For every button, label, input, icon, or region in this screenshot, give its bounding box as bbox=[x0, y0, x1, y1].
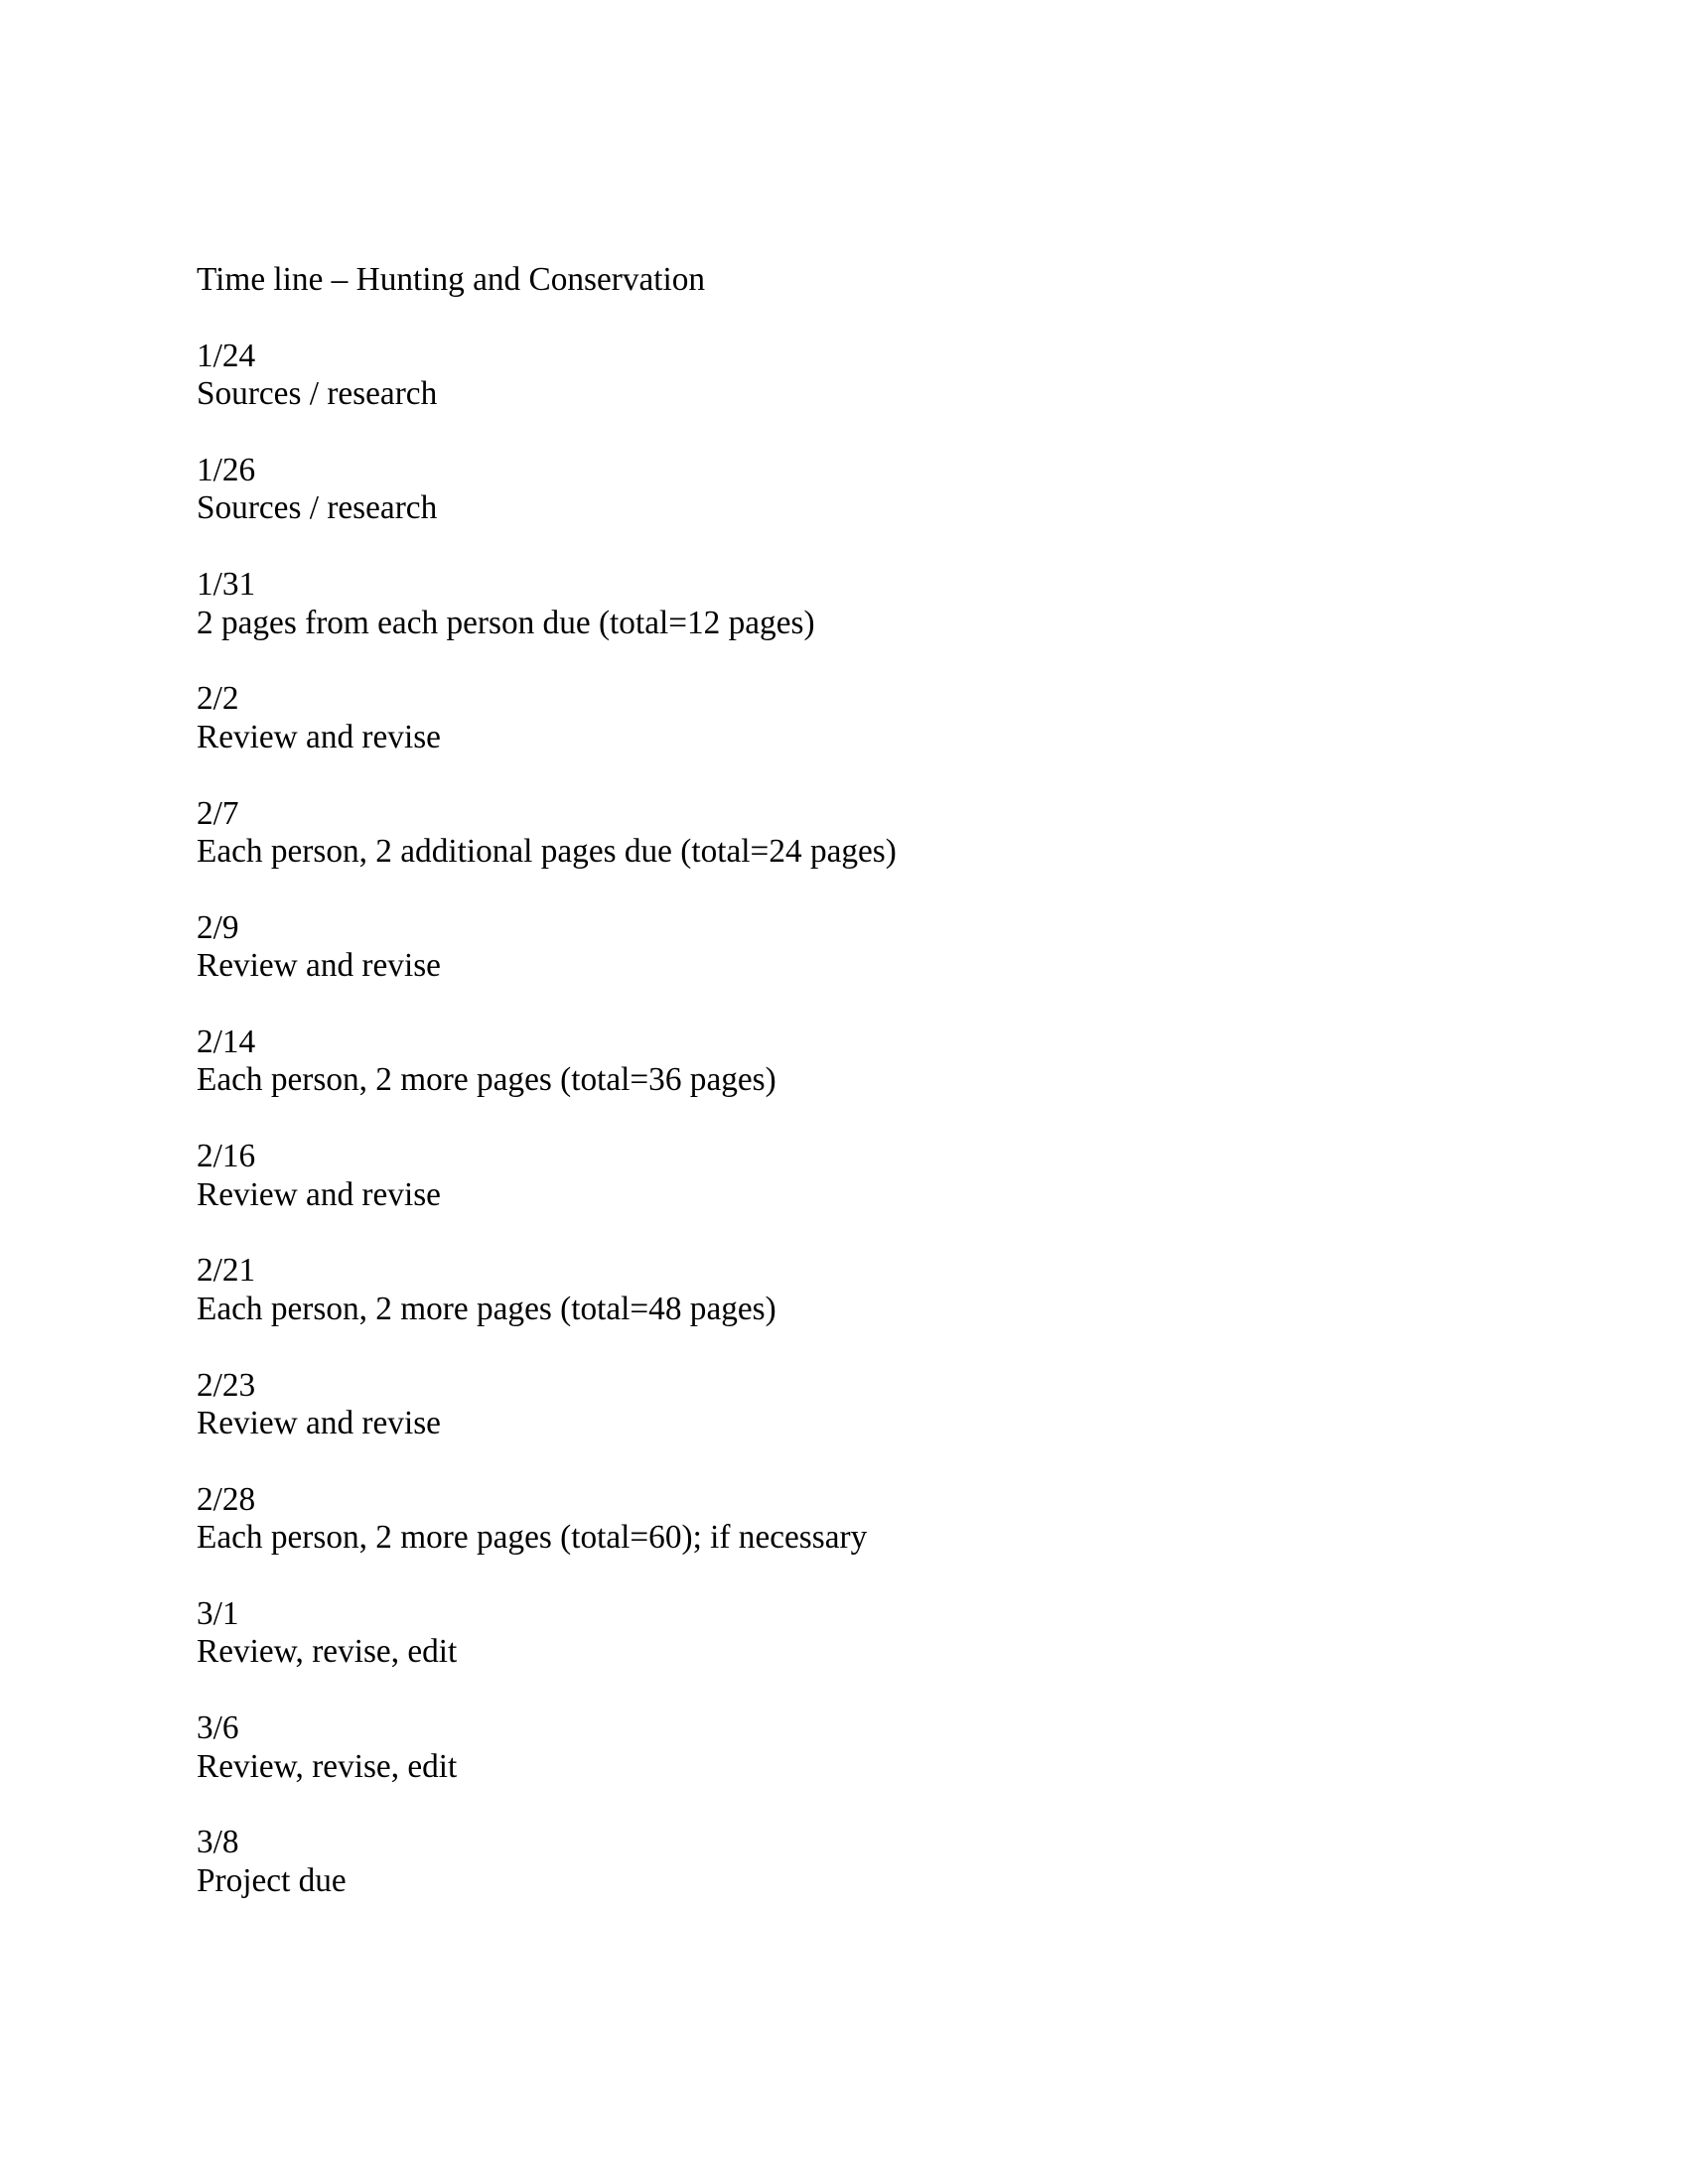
entry-task: Each person, 2 more pages (total=48 pages) bbox=[197, 1290, 776, 1327]
timeline-entry bbox=[197, 1252, 1569, 1328]
entry-task: Each person, 2 more pages (total=60); if necessary bbox=[197, 1519, 868, 1557]
timeline-entry bbox=[197, 909, 1569, 986]
entry-task: Each person, 2 more pages (total=36 pages) bbox=[197, 1061, 776, 1099]
entry-task: Review and revise bbox=[197, 1405, 441, 1442]
timeline-entry bbox=[197, 566, 1569, 642]
entry-date: 2/2 bbox=[197, 680, 239, 718]
entry-date: 2/14 bbox=[197, 1024, 256, 1061]
entry-task: Each person, 2 additional pages due (total=24 pages) bbox=[197, 833, 897, 871]
entry-date: 2/7 bbox=[197, 794, 239, 832]
timeline-entry bbox=[197, 1824, 1569, 1900]
timeline-entry bbox=[197, 338, 1569, 414]
timeline-entry bbox=[197, 1024, 1569, 1100]
timeline-entry bbox=[197, 1367, 1569, 1443]
entry-date: 2/21 bbox=[197, 1252, 256, 1290]
timeline-entry bbox=[197, 452, 1569, 528]
entry-date: 2/16 bbox=[197, 1138, 256, 1175]
entry-date: 3/6 bbox=[197, 1709, 239, 1747]
entry-date: 2/23 bbox=[197, 1366, 256, 1404]
entry-date: 2/28 bbox=[197, 1480, 256, 1518]
timeline-entry bbox=[197, 1481, 1569, 1558]
timeline-entry bbox=[197, 1138, 1569, 1214]
entry-date: 1/31 bbox=[197, 566, 256, 604]
entry-task: Review, revise, edit bbox=[197, 1747, 458, 1785]
entry-date: 1/26 bbox=[197, 452, 256, 488]
timeline-entry bbox=[197, 795, 1569, 872]
timeline-entry bbox=[197, 1595, 1569, 1672]
entry-task: Review and revise bbox=[197, 718, 441, 755]
entry-date: 2/9 bbox=[197, 908, 239, 946]
entry-task: 2 pages from each person due (total=12 pages) bbox=[197, 604, 815, 641]
entry-date: 3/1 bbox=[197, 1595, 239, 1633]
entry-task: Review, revise, edit bbox=[197, 1633, 458, 1671]
entry-task: Sources / research bbox=[197, 375, 438, 413]
entry-task: Review and revise bbox=[197, 1175, 441, 1213]
entry-task: Sources / research bbox=[197, 489, 438, 527]
timeline-entries bbox=[197, 338, 1569, 1900]
timeline-entry bbox=[197, 1709, 1569, 1786]
entry-task: Review and revise bbox=[197, 947, 441, 985]
entry-date: 3/8 bbox=[197, 1824, 239, 1861]
document-title: Time line – Hunting and Conservation bbox=[197, 261, 706, 298]
entry-task: Project due bbox=[197, 1861, 347, 1899]
timeline-entry bbox=[197, 680, 1569, 756]
entry-date: 1/24 bbox=[197, 337, 256, 374]
